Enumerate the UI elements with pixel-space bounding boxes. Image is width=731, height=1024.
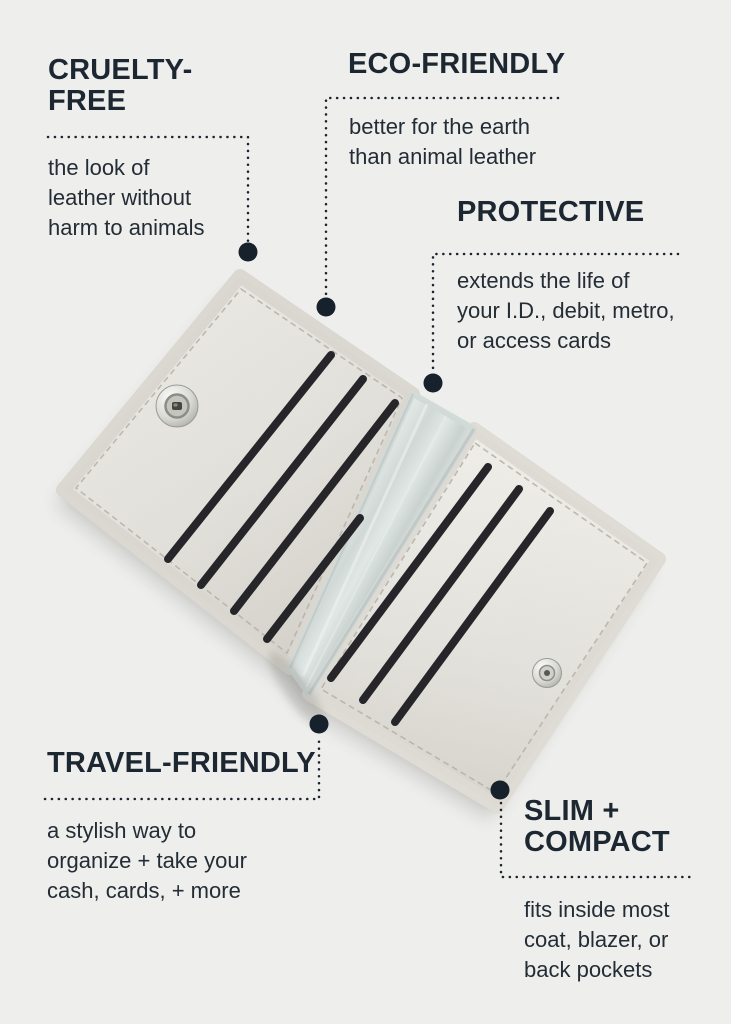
title-line: CRUELTY- xyxy=(48,54,193,86)
description-line: organize + take your xyxy=(47,848,247,873)
feature-title-travel-friendly xyxy=(47,748,316,779)
feature-protective-description xyxy=(457,266,675,356)
feature-travel-friendly-description xyxy=(47,816,247,906)
dot-slim-compact xyxy=(491,781,510,800)
title-line: PROTECTIVE xyxy=(457,196,645,228)
description-line: the look of xyxy=(48,155,150,180)
feature-slim-compact xyxy=(524,796,670,858)
feature-slim-compact-description xyxy=(524,895,670,985)
feature-eco-friendly-description xyxy=(349,112,536,172)
description-line: your I.D., debit, metro, xyxy=(457,298,675,323)
feature-title-cruelty-free xyxy=(48,55,192,117)
feature-travel-friendly xyxy=(47,748,316,779)
title-line: ECO-FRIENDLY xyxy=(348,48,566,80)
description-line: better for the earth xyxy=(349,114,530,139)
description-line: coat, blazer, or xyxy=(524,927,669,952)
description-line: leather without xyxy=(48,185,192,210)
description-line: or access cards xyxy=(457,328,612,353)
dot-cruelty-free xyxy=(239,243,258,262)
description-line: extends the life of xyxy=(457,268,630,293)
description-line: cash, cards, + more xyxy=(47,878,241,903)
feature-title-slim-compact xyxy=(524,796,670,858)
dot-protective xyxy=(424,374,443,393)
description-line: than animal leather xyxy=(349,144,537,169)
title-line: SLIM + xyxy=(524,795,620,827)
description-line: harm to animals xyxy=(48,215,205,240)
dot-travel-friendly xyxy=(310,715,329,734)
feature-title-eco-friendly xyxy=(348,49,565,80)
title-line: COMPACT xyxy=(524,826,670,858)
feature-protective xyxy=(457,197,644,228)
feature-cruelty-free xyxy=(48,55,192,117)
dot-eco-friendly xyxy=(317,298,336,317)
title-line: FREE xyxy=(48,85,127,117)
feature-eco-friendly xyxy=(348,49,565,80)
feature-title-protective xyxy=(457,197,644,228)
description-line: a stylish way to xyxy=(47,818,197,843)
description-line: back pockets xyxy=(524,957,653,982)
title-line: TRAVEL-FRIENDLY xyxy=(47,747,316,779)
feature-cruelty-free-description xyxy=(48,153,205,243)
description-line: fits inside most xyxy=(524,897,670,922)
